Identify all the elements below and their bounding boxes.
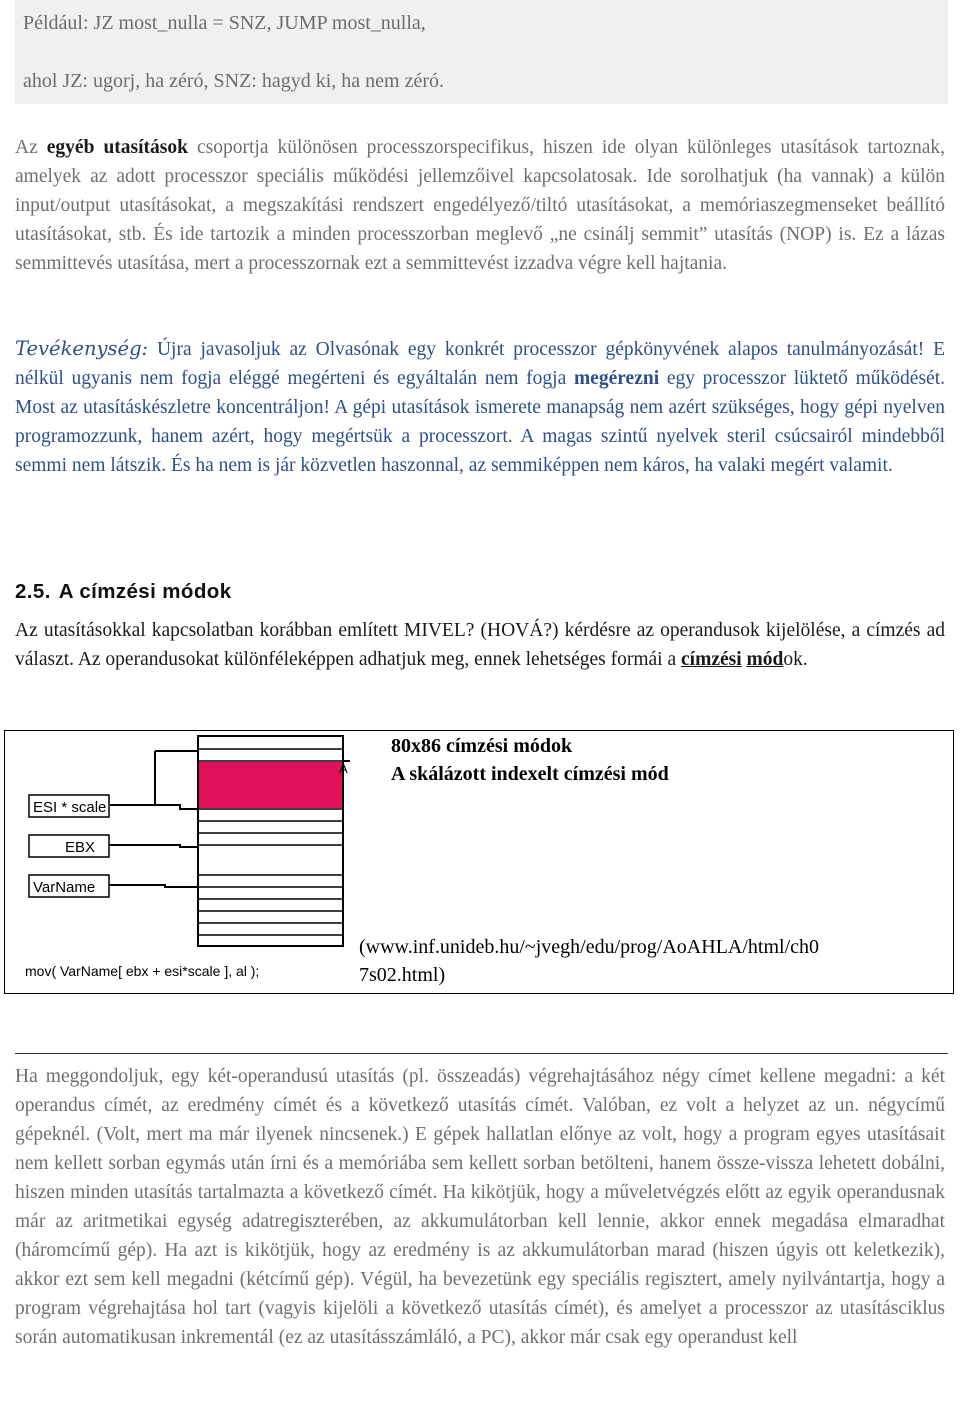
para2-part1: Újra javasoljuk az Olvasónak egy konkrét processzor gépkönyvének alapos tanulmányozását! E nélkül ugyanis nem fogja eléggé megérteni és egyáltalán nem fogja [15,339,945,389]
para3-part1: Az utasításokkal kapcsolatban korábban említett MIVEL? (HOVÁ?) kérdésre az operandusok kijelölése, a címzés ad választ. Az operandusokat különféleképpen adhatjuk meg, ennek lehetséges formái a [15,620,945,670]
link-mod[interactable]: mód [746,649,784,670]
example-box [15,0,948,104]
paragraph-other-instructions [15,133,945,278]
para4-text: Ha meggondoljuk, egy két-operandusú utasítás (pl. összeadás) végrehajtásához négy címet kellene megadni: a két operandus címét, az eredmény címét és a következő utasítás címét. Valóban, ez volt a helyzet az un. négycímű gépeknél. (Volt, mert ma már ilyenek nincsenek.) E gépek hallatlan előnye az volt, hogy a program egyes utasításait nem kellett sorban egymás után írni és a memóriába sem kellett sorban betölteni, hanem össze-vissza lehetett dobálni, hiszen minden utasítás tartalmazta a következő címét. Ha kikötjük, hogy a műveletvégzés előtt az egyik operandusnak már az aritmetikai egység adatregiszterében, az akkumulátorban kell lennie, akkor ennek megadása elmaradhat (háromcímű gép). Ha azt is kikötjük, hogy az eredmény is az akkumulátorban marad (hiszen úgyis ott keletkezik), akkor ezt sem kell megadni (kétcímű gép). Végül, ha bevezetünk egy speciális regisztert, amely nyilvántartja, hogy a program végrehajtása hol tart (vagyis kijelöli a következő utasítás címét), és amelyet a processzor az utasításciklus során automatikusan inkrementál (ez az utasításszámláló, a PC), akkor már csak egy operandust kell [15,1066,945,1348]
section-heading [15,580,232,604]
separator-line [15,1053,948,1054]
paragraph-addressing [15,616,945,674]
paragraph-address-machines [15,1062,945,1352]
para2-part2: egy processzor lüktető működését. Most az utasításkészletre koncentráljon! A gépi utasítások ismerete manapság nem azért szükséges, hogy gépi nyelven programozzunk, hanem azért, hogy megértsük a processzort. A magas szintű nyelvek steril csúcsairól mindebből semmi nem látszik. És ha nem is jár közvetlen haszonnal, az semmiképpen nem káros, ha valaki megért valamit. [15,368,945,476]
section-number: 2.5. [15,580,51,603]
arrow-tag-label: A [339,761,348,776]
addressing-diagram [5,731,350,993]
figure-title-2: A skálázott indexelt címzési mód [391,763,669,785]
para1-bold-term: egyéb utasítások [46,137,188,158]
figure-source-2: 7s02.html) [359,964,446,986]
example-line-1: Például: JZ most_nulla = SNZ, JUMP most_nulla, [23,12,426,34]
para3-part2: ok. [783,649,808,670]
figure-box [4,730,954,994]
figure-source-1: (www.inf.unideb.hu/~jvegh/edu/prog/AoAHLA/html/ch0 [359,936,820,958]
ebx-label: EBX [65,839,96,856]
varname-label: VarName [33,879,96,896]
figure-title-1: 80x86 címzési módok [391,735,573,757]
activity-label: Tevékenység: [15,337,149,360]
para2-bold-term: megérezni [573,368,660,389]
section-title: A címzési módok [58,580,232,603]
link-cimzesi[interactable]: címzési [681,649,742,670]
example-line-2: ahol JZ: ugorj, ha zéró, SNZ: hagyd ki, ha nem zéró. [23,70,444,92]
instruction-label: mov( VarName[ ebx + esi*scale ], al ); [25,963,260,979]
memory-target-cell [199,762,342,808]
para1-intro: Az [15,137,47,158]
para1-rest: csoportja különösen processzorspecifikus, hiszen ide olyan különleges utasítások tartoznak, amelyek az adott processzor speciális működési jellemzőivel kapcsolatosak. Ide sorolhatjuk (ha vannak) a külön input/output utasításokat, a megszakítási rendszert engedélyező/tiltó utasításokat, a memóriaszegmenseket beállító utasításokat, stb. És ide tartozik a minden processzorban meglevő „ne csinálj semmit” utasítás (NOP) is. Ez a lázas semmittevés utasítása, mert a processzornak ezt a semmittevést izzadva végre kell hajtania. [15,137,945,274]
paragraph-activity [15,334,945,480]
esi-scale-label: ESI * scale [33,799,107,816]
